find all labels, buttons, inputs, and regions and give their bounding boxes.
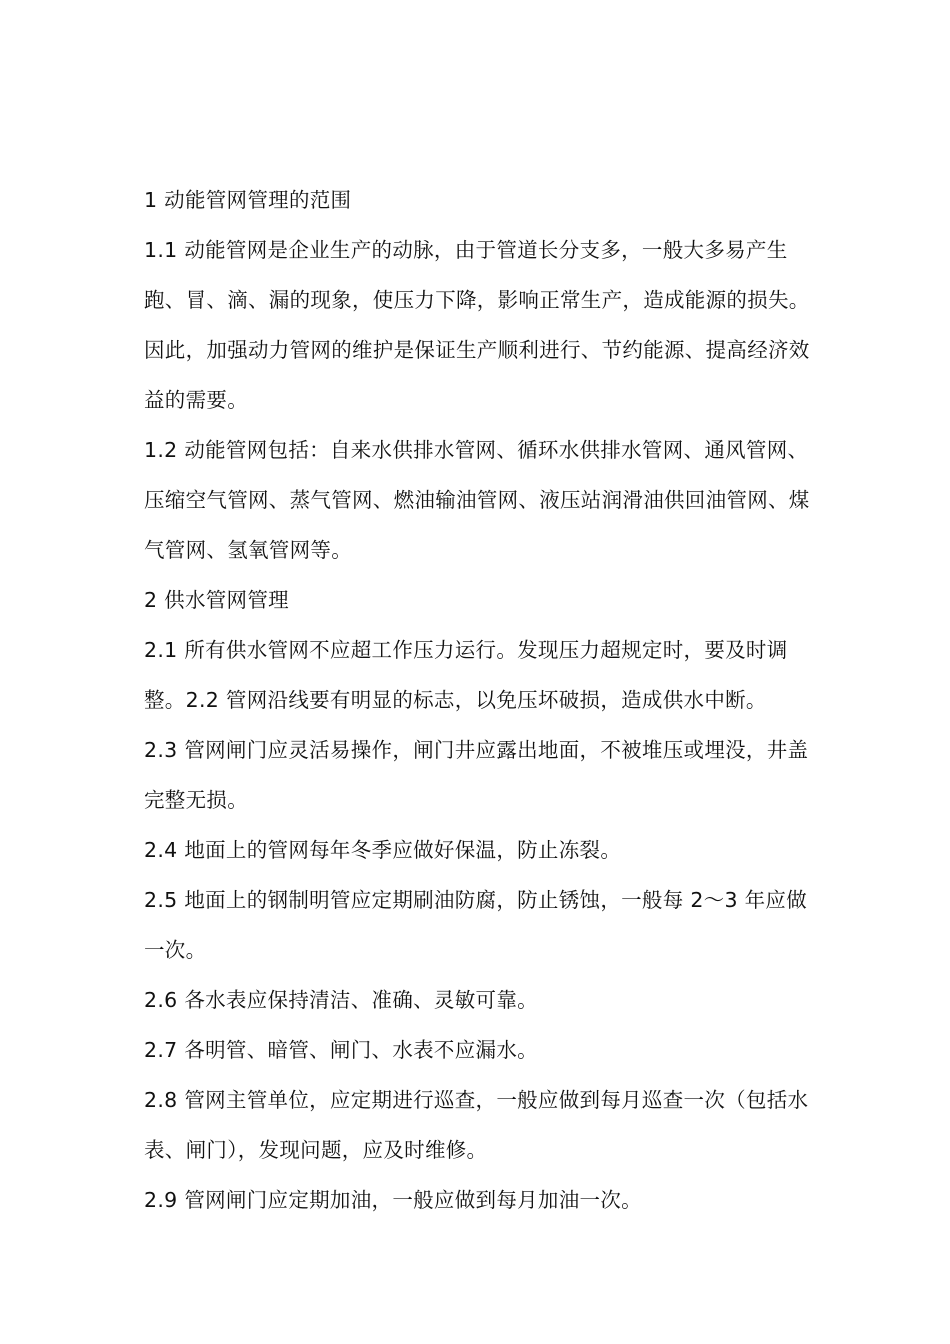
paragraph-1-1: 1.1 动能管网是企业生产的动脉，由于管道长分支多，一般大多易产生跑、冒、滴、漏的现象，使压力下降，影响正常生产，造成能源的损失。因此，加强动力管网的维护是保证生产顺利进行、节约能源、提高经济效益的需要。	[144, 238, 810, 412]
paragraph-1-2: 1.2 动能管网包括：自来水供排水管网、循环水供排水管网、通风管网、压缩空气管网、蒸气管网、燃油输油管网、液压站润滑油供回油管网、煤气管网、氢氧管网等。	[144, 438, 810, 562]
paragraph-2-6: 2.6 各水表应保持清洁、准确、灵敏可靠。	[144, 988, 538, 1012]
section-heading-2: 2 供水管网管理	[144, 588, 289, 612]
paragraph-2-1: 2.1 所有供水管网不应超工作压力运行。发现压力超规定时，要及时调整。2.2 管网沿线要有明显的标志，以免压坏破损，造成供水中断。	[144, 638, 788, 712]
paragraph-2-9: 2.9 管网闸门应定期加油，一般应做到每月加油一次。	[144, 1188, 642, 1212]
paragraph-2-7: 2.7 各明管、暗管、闸门、水表不应漏水。	[144, 1038, 538, 1062]
paragraph-2-3: 2.3 管网闸门应灵活易操作，闸门井应露出地面，不被堆压或埋没，井盖完整无损。	[144, 738, 809, 812]
paragraph-2-5: 2.5 地面上的钢制明管应定期刷油防腐，防止锈蚀，一般每 2～3 年应做一次。	[144, 888, 808, 962]
section-heading-1: 1 动能管网管理的范围	[144, 188, 352, 212]
document-body	[144, 175, 824, 1225]
paragraph-2-4: 2.4 地面上的管网每年冬季应做好保温，防止冻裂。	[144, 838, 622, 862]
paragraph-2-8: 2.8 管网主管单位，应定期进行巡查，一般应做到每月巡查一次（包括水表、闸门），发现问题，应及时维修。	[144, 1088, 809, 1162]
